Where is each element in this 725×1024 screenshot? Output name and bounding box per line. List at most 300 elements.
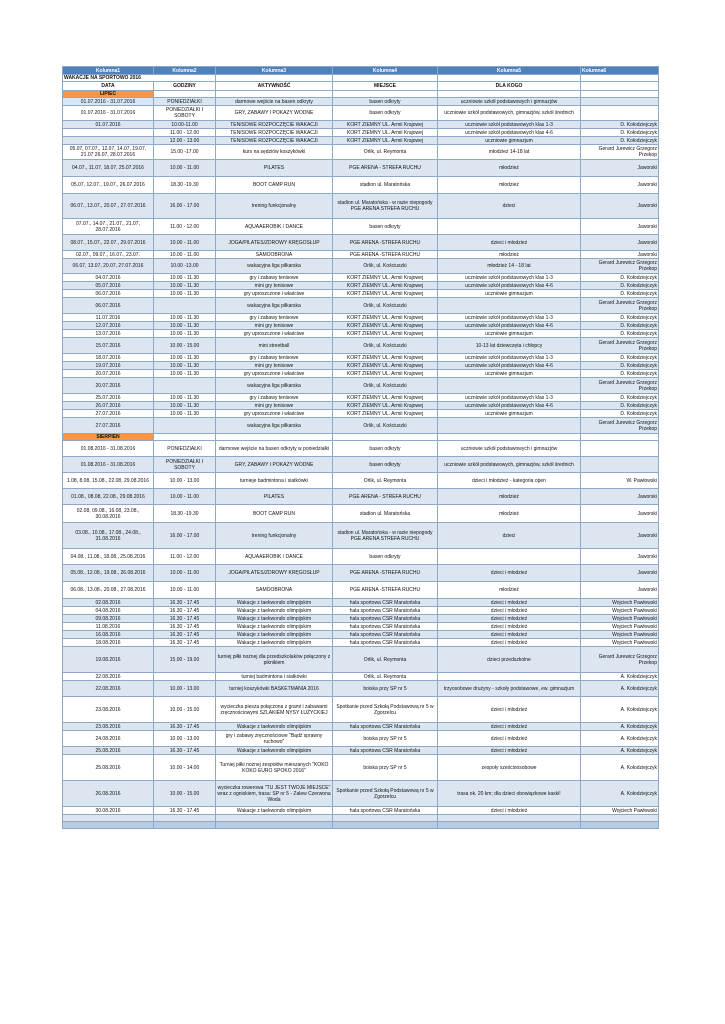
- activity-cell: Turniej piłki nożnej zespołów mieszanych "KOKO KOKO EURO SPOKO 2016": [216, 755, 333, 781]
- subheader-cell: GODZINY: [154, 82, 216, 91]
- hours-cell: 10.00 - 14.00: [154, 755, 216, 781]
- organizer-cell: D. Kołodziejczyk: [581, 314, 659, 322]
- activity-cell: AQUAAEROBIK / DANCE: [216, 219, 333, 235]
- hours-cell: 10.00 - 11.30: [154, 322, 216, 330]
- activity-cell: TENISOWE ROZPOCZĘCIE WAKACJI: [216, 121, 333, 129]
- audience-cell: dzieci i młodzież: [438, 235, 581, 251]
- hours-cell: 10.00 - 11.30: [154, 370, 216, 378]
- date-cell: 18.08.2016: [63, 639, 154, 647]
- hours-cell: 18.30 -19.30: [154, 177, 216, 194]
- table-row: [63, 322, 659, 330]
- empty-cell: [333, 822, 438, 829]
- organizer-cell: Jaworski: [581, 523, 659, 549]
- hours-cell: 10.00 - 15.00: [154, 338, 216, 354]
- organizer-cell: Jaworski: [581, 160, 659, 177]
- date-cell: [63, 137, 154, 145]
- place-cell: Orlik, ul. Reymonta: [333, 473, 438, 489]
- audience-cell: [438, 418, 581, 434]
- organizer-cell: D. Kołodziejczyk: [581, 394, 659, 402]
- organizer-cell: Wojciech Pawłowski: [581, 631, 659, 639]
- place-cell: hala sportowa CSR Maratońska: [333, 807, 438, 815]
- table-row: [63, 697, 659, 723]
- audience-cell: młodzież: [438, 582, 581, 599]
- hours-cell: 16.30 - 17.45: [154, 631, 216, 639]
- table-row: [63, 623, 659, 631]
- hours-cell: 16.30 - 17.45: [154, 723, 216, 731]
- organizer-cell: A. Kołodziejczyk: [581, 747, 659, 755]
- table-row: [63, 402, 659, 410]
- organizer-cell: Jaworski: [581, 549, 659, 565]
- place-cell: KORT ZIEMNY UL. Armii Krajowej: [333, 410, 438, 418]
- place-cell: basen odkryty: [333, 549, 438, 565]
- place-cell: basen odkryty: [333, 219, 438, 235]
- organizer-cell: D. Kołodziejczyk: [581, 121, 659, 129]
- date-cell: 11.07.2016: [63, 314, 154, 322]
- table-row: [63, 615, 659, 623]
- activity-cell: Wakacje z taekwondo olimpijskim: [216, 747, 333, 755]
- organizer-cell: D. Kołodziejczyk: [581, 370, 659, 378]
- place-cell: Orlik, ul. Kościuszki: [333, 378, 438, 394]
- table-row: [63, 378, 659, 394]
- audience-cell: uczniowie szkół podstawowych klas 1-3: [438, 274, 581, 282]
- table-row: [63, 394, 659, 402]
- table-row: [63, 747, 659, 755]
- organizer-cell: Jaworski: [581, 505, 659, 523]
- organizer-cell: A. Kołodziejczyk: [581, 723, 659, 731]
- hours-cell: 12.00 - 13.00: [154, 137, 216, 145]
- activity-cell: wakacyjna liga piłkarska: [216, 259, 333, 274]
- organizer-cell: D. Kołodziejczyk: [581, 274, 659, 282]
- date-cell: 26.08.2016: [63, 781, 154, 807]
- date-cell: 1.08, 8.08, 15.08., 22.08, 29.08.2016: [63, 473, 154, 489]
- place-cell: KORT ZIEMNY UL. Armii Krajowej: [333, 394, 438, 402]
- activity-cell: BOOT CAMP RUN: [216, 177, 333, 194]
- empty-cell: [333, 815, 438, 822]
- date-cell: 04.08.2016: [63, 607, 154, 615]
- place-cell: Spotkanie przed Szkołą Podstawową nr 5 w Zgorzelcu: [333, 781, 438, 807]
- place-cell: boiska przy SP nr 5: [333, 681, 438, 697]
- activity-cell: wycieczka piesza połączona z grami i zabawami zręcznościowymi SZLAKIEM NYSY ŁUŻYCKIEJ: [216, 697, 333, 723]
- organizer-cell: Wojciech Pawłowski: [581, 623, 659, 631]
- activity-cell: Wakacje z taekwondo olimpijskim: [216, 615, 333, 623]
- activity-cell: gry uproszczone i właściwe: [216, 330, 333, 338]
- organizer-cell: Gerard Jurewicz Grzegorz Przekop: [581, 298, 659, 314]
- organizer-cell: Wojciech Pawłowski: [581, 599, 659, 607]
- organizer-cell: Jaworski: [581, 219, 659, 235]
- audience-cell: trzyosobowe drużyny - szkoły podstawowe, ew. gimnazjum: [438, 681, 581, 697]
- place-cell: boiska przy SP nr 5: [333, 731, 438, 747]
- table-row: [63, 457, 659, 473]
- date-cell: 05.07, 07.07., 12.07, 14.07, 19.07, 21.07 26.07, 28.07.2016: [63, 145, 154, 160]
- organizer-cell: D. Kołodziejczyk: [581, 402, 659, 410]
- organizer-cell: Wojciech Pawłowski: [581, 607, 659, 615]
- hours-cell: 18.30 -19.30: [154, 505, 216, 523]
- date-cell: 02.08, 09.08., 16.08, 23.08., 30.08.2016: [63, 505, 154, 523]
- hours-cell: 15.00 - 19.00: [154, 647, 216, 673]
- activity-cell: SAMOOBRONA: [216, 251, 333, 259]
- organizer-cell: A. Kołodziejczyk: [581, 781, 659, 807]
- empty-cell: [333, 434, 438, 441]
- place-cell: KORT ZIEMNY UL. Armii Krajowej: [333, 354, 438, 362]
- column-header: Kolumna1: [63, 67, 154, 75]
- audience-cell: dzieci i młodzież: [438, 607, 581, 615]
- activity-cell: Wakacje z taekwondo olimpijskim: [216, 623, 333, 631]
- organizer-cell: A. Kołodziejczyk: [581, 697, 659, 723]
- date-cell: 15.07.2016: [63, 338, 154, 354]
- organizer-cell: [581, 457, 659, 473]
- place-cell: PGE ARENA - STREFA RUCHU: [333, 489, 438, 505]
- table-row: [63, 330, 659, 338]
- date-cell: 20.07.2016: [63, 370, 154, 378]
- organizer-cell: D. Kołodziejczyk: [581, 129, 659, 137]
- activity-cell: turniej koszykówki BASKETMANIA 2016: [216, 681, 333, 697]
- place-cell: hala sportowa CSR Maratońska: [333, 599, 438, 607]
- date-cell: 18.07.2016: [63, 354, 154, 362]
- activity-cell: AQUAAEROBIK / DANCE: [216, 549, 333, 565]
- activity-cell: gry i zabawy tenisowe: [216, 394, 333, 402]
- audience-cell: dzieci i młodzież - kategoria open: [438, 473, 581, 489]
- table-row: [63, 599, 659, 607]
- date-cell: 06.08., 13.08., 20.08., 27.08.2016: [63, 582, 154, 599]
- organizer-cell: Gerard Jurewicz Grzegorz Przekop: [581, 259, 659, 274]
- hours-cell: [154, 378, 216, 394]
- empty-cell: [581, 75, 659, 82]
- table-row: [63, 489, 659, 505]
- month-row: [63, 434, 659, 441]
- audience-cell: dzieci i młodzież: [438, 623, 581, 631]
- organizer-cell: Jaworski: [581, 177, 659, 194]
- audience-cell: młodzież: [438, 489, 581, 505]
- empty-cell: [216, 822, 333, 829]
- column-header: Kolumna4: [333, 67, 438, 75]
- table-row: [63, 129, 659, 137]
- audience-cell: [438, 549, 581, 565]
- audience-cell: uczniowie szkół podstawowych, gimnazjów, szkół średnich: [438, 457, 581, 473]
- audience-cell: dzieci i młodzież: [438, 807, 581, 815]
- place-cell: Orlik, ul. Kościuszki: [333, 259, 438, 274]
- date-cell: 07.07., 14.07., 21.07., 21.07, 28.07.2016: [63, 219, 154, 235]
- activity-cell: turnieje badmintona i siatkówki: [216, 473, 333, 489]
- audience-cell: uczniowie szkół podstawowych klas 4-6: [438, 322, 581, 330]
- table-row: [63, 298, 659, 314]
- organizer-cell: [581, 441, 659, 457]
- activity-cell: gry uproszczone i właściwe: [216, 410, 333, 418]
- hours-cell: 16.00 - 17.00: [154, 523, 216, 549]
- table-row: [63, 807, 659, 815]
- table-row: [63, 145, 659, 160]
- place-cell: basen odkryty: [333, 106, 438, 121]
- column-header: Kolumna6: [581, 67, 659, 75]
- activity-cell: darmowe wejście na basen odkryty: [216, 98, 333, 106]
- date-cell: 27.07.2016: [63, 418, 154, 434]
- hours-cell: PONIEDZIAŁKI I SOBOTY: [154, 106, 216, 121]
- audience-cell: dzieci i młodzież: [438, 723, 581, 731]
- date-cell: 22.08.2016: [63, 673, 154, 681]
- audience-cell: dzieci i młodzież: [438, 697, 581, 723]
- hours-cell: 10.00 - 11.00: [154, 251, 216, 259]
- date-cell: 01.08.2016 - 31.08.2016: [63, 441, 154, 457]
- place-cell: stadion ul. Maratońska - w razie niepogody PGE ARENA STREFA RUCHU: [333, 523, 438, 549]
- activity-cell: TENISOWE ROZPOCZĘCIE WAKACJI: [216, 129, 333, 137]
- table-row: [63, 549, 659, 565]
- subheader-cell: AKTYWNOŚĆ: [216, 82, 333, 91]
- place-cell: boiska przy SP nr 5: [333, 755, 438, 781]
- table-row: [63, 160, 659, 177]
- place-cell: Orlik, ul. Kościuszki: [333, 338, 438, 354]
- place-cell: basen odkryty: [333, 98, 438, 106]
- organizer-cell: Gerard Jurewicz Grzegorz Przekop: [581, 378, 659, 394]
- hours-cell: 10.00 - 11.00: [154, 235, 216, 251]
- date-cell: 19.07.2016: [63, 362, 154, 370]
- audience-cell: [438, 219, 581, 235]
- date-cell: 26.07.2016: [63, 402, 154, 410]
- activity-cell: TENISOWE ROZPOCZĘCIE WAKACJI: [216, 137, 333, 145]
- table-row: [63, 410, 659, 418]
- column-header: Kolumna2: [154, 67, 216, 75]
- place-cell: Spotkanie przed Szkołą Podstawową nr 5 w Zgorzelcu: [333, 697, 438, 723]
- sheet-title: WAKACJE NA SPORTOWO 2016: [63, 75, 216, 82]
- table-row: [63, 607, 659, 615]
- audience-cell: [438, 378, 581, 394]
- place-cell: PGE ARENA -STREFA RUCHU: [333, 235, 438, 251]
- place-cell: PGE ARENA - STREFA RUCHU: [333, 160, 438, 177]
- audience-cell: młodzież: [438, 160, 581, 177]
- place-cell: Orlik, ul. Kościuszki: [333, 298, 438, 314]
- audience-cell: trasa ok. 20 km; dla dzieci obowiązkowe kaski!: [438, 781, 581, 807]
- hours-cell: PONIEDZIAŁKI: [154, 441, 216, 457]
- empty-cell: [581, 434, 659, 441]
- organizer-cell: Wojciech Pawłowski: [581, 807, 659, 815]
- audience-cell: dzieci i młodzież: [438, 631, 581, 639]
- hours-cell: 10.00 - 13.00: [154, 473, 216, 489]
- organizer-cell: [581, 98, 659, 106]
- organizer-cell: A. Kołodziejczyk: [581, 681, 659, 697]
- empty-cell: [438, 75, 581, 82]
- hours-cell: 11.00 - 12.00: [154, 549, 216, 565]
- activity-cell: Wakacje z taekwondo olimpijskim: [216, 631, 333, 639]
- activity-cell: PILATES: [216, 160, 333, 177]
- column-header: Kolumna5: [438, 67, 581, 75]
- hours-cell: 10.00 - 15.00: [154, 697, 216, 723]
- month-row: [63, 91, 659, 98]
- empty-cell: [581, 815, 659, 822]
- audience-cell: uczniowie gimnazjum: [438, 410, 581, 418]
- organizer-cell: Wojciech Pawłowski: [581, 639, 659, 647]
- table-row: [63, 418, 659, 434]
- organizer-cell: A. Kołodziejczyk: [581, 755, 659, 781]
- hours-cell: 10.00 -13.00: [154, 259, 216, 274]
- table-row: [63, 582, 659, 599]
- audience-cell: uczniowie szkół podstawowych klas 1-3: [438, 354, 581, 362]
- date-cell: 08.07., 15.07., 22.07., 29.07.2016: [63, 235, 154, 251]
- place-cell: PGE ARENA -STREFA RUCHU: [333, 582, 438, 599]
- empty-cell: [216, 91, 333, 98]
- place-cell: basen odkryty: [333, 441, 438, 457]
- audience-cell: uczniowie szkół podstawowych klas 4-6: [438, 362, 581, 370]
- activity-cell: PILATES: [216, 489, 333, 505]
- place-cell: hala sportowa CSR Maratońska: [333, 607, 438, 615]
- place-cell: Orlik, ul. Reymonta: [333, 145, 438, 160]
- audience-cell: dzieci i młodzież: [438, 615, 581, 623]
- hours-cell: 10.00 - 11.00: [154, 160, 216, 177]
- place-cell: KORT ZIEMNY UL. Armii Krajowej: [333, 290, 438, 298]
- empty-cell: [333, 75, 438, 82]
- date-cell: 04.08., 11.08., 18.08., 25.08.2016: [63, 549, 154, 565]
- organizer-cell: D. Kołodziejczyk: [581, 362, 659, 370]
- table-row: [63, 177, 659, 194]
- table-row: [63, 219, 659, 235]
- hours-cell: 11.00 - 12.00: [154, 219, 216, 235]
- empty-cell: [63, 815, 154, 822]
- date-cell: 06.07, 13.07, 20.07, 27.07.2016: [63, 259, 154, 274]
- activity-cell: wakacyjna liga piłkarska: [216, 378, 333, 394]
- activity-cell: trening funkcjonalny: [216, 194, 333, 219]
- activity-cell: gry i zabawy tenisowe: [216, 354, 333, 362]
- blank-row: [63, 815, 659, 822]
- date-cell: 12.07.2016: [63, 322, 154, 330]
- audience-cell: uczniowie szkół podstawowych klas 4-6: [438, 282, 581, 290]
- organizer-cell: D. Kołodziejczyk: [581, 354, 659, 362]
- date-cell: 05.07, 12.07., 19.07., 26.07.2016: [63, 177, 154, 194]
- table-row: [63, 121, 659, 129]
- date-cell: 23.08.2016: [63, 697, 154, 723]
- date-cell: 20.07.2016: [63, 378, 154, 394]
- place-cell: stadion ul. Maratońska: [333, 177, 438, 194]
- empty-cell: [216, 815, 333, 822]
- hours-cell: 16.30 - 17.45: [154, 599, 216, 607]
- date-cell: 22.08.2016: [63, 681, 154, 697]
- audience-cell: dzieci i młodzież: [438, 747, 581, 755]
- table-row: [63, 274, 659, 282]
- table-row: [63, 647, 659, 673]
- hours-cell: 10.00 - 11.30: [154, 410, 216, 418]
- audience-cell: uczniowie szkół podstawowych klas 1-3: [438, 394, 581, 402]
- place-cell: KORT ZIEMNY UL. Armii Krajowej: [333, 362, 438, 370]
- table-row: [63, 755, 659, 781]
- organizer-cell: A. Kołodziejczyk: [581, 673, 659, 681]
- audience-cell: uczniowie szkół podstawowych i gimnazjów: [438, 441, 581, 457]
- organizer-cell: Jaworski: [581, 582, 659, 599]
- activity-cell: gry uproszczone i właściwe: [216, 290, 333, 298]
- audience-cell: dzieci i młodzież: [438, 731, 581, 747]
- hours-cell: 10.00 - 11.30: [154, 354, 216, 362]
- empty-cell: [438, 822, 581, 829]
- place-cell: Orlik, ul. Reymonta: [333, 647, 438, 673]
- hours-cell: 16.30 - 17.45: [154, 807, 216, 815]
- date-cell: 01.08.2016 - 31.08.2016: [63, 457, 154, 473]
- audience-cell: uczniowie szkół podstawowych, gimnazjów, szkół średnich: [438, 106, 581, 121]
- audience-cell: dzieci: [438, 523, 581, 549]
- date-cell: 05.08., 12.08., 19.08., 26.08.2016: [63, 565, 154, 582]
- organizer-cell: [581, 106, 659, 121]
- table-row: [63, 565, 659, 582]
- activity-cell: mini gry tenisowe: [216, 402, 333, 410]
- audience-cell: młodzież 14 - 18 lat: [438, 259, 581, 274]
- organizer-cell: Jaworski: [581, 251, 659, 259]
- empty-cell: [216, 434, 333, 441]
- activity-cell: kurs na sędziów koszykówki: [216, 145, 333, 160]
- date-cell: 24.08.2016: [63, 731, 154, 747]
- month-label: SIERPIEŃ: [63, 434, 154, 441]
- hours-cell: [154, 673, 216, 681]
- column-header: Kolumna3: [216, 67, 333, 75]
- table-row: [63, 681, 659, 697]
- table-row: [63, 639, 659, 647]
- empty-cell: [581, 822, 659, 829]
- hours-cell: 15.00 -17.00: [154, 145, 216, 160]
- organizer-cell: D. Kołodziejczyk: [581, 322, 659, 330]
- activity-cell: gry i zabawy tenisowe: [216, 274, 333, 282]
- audience-cell: dzieci: [438, 194, 581, 219]
- subheader-cell: MIEJSCE: [333, 82, 438, 91]
- subheader-cell: [581, 82, 659, 91]
- activity-cell: Wakacje z taekwondo olimpijskim: [216, 599, 333, 607]
- date-cell: 03.08., 10.08., 17.08., 24.08., 31.08.2016: [63, 523, 154, 549]
- audience-cell: młodzież: [438, 177, 581, 194]
- place-cell: PGE ARENA -STREFA RUCHU: [333, 251, 438, 259]
- hours-cell: 10.00-11.00: [154, 121, 216, 129]
- organizer-cell: D. Kołodziejczyk: [581, 410, 659, 418]
- activity-cell: JOGA/PILATES/ZDROWY KRĘGOSŁUP: [216, 235, 333, 251]
- audience-cell: uczniowie szkół podstawowych klas 1-3: [438, 314, 581, 322]
- table-row: [63, 137, 659, 145]
- hours-cell: PONIEDZIAŁKI I SOBOTY: [154, 457, 216, 473]
- empty-cell: [438, 434, 581, 441]
- month-label: LIPIEC: [63, 91, 154, 98]
- activity-cell: mini gry tenisowe: [216, 362, 333, 370]
- activity-cell: Wakacje z taekwondo olimpijskim: [216, 607, 333, 615]
- hours-cell: 10.00 - 11.30: [154, 362, 216, 370]
- audience-cell: uczniowie gimnazjum: [438, 137, 581, 145]
- organizer-cell: A. Kołodziejczyk: [581, 731, 659, 747]
- activity-cell: gry i zabawy zręcznościowe "Bądź sprawny ruchowo": [216, 731, 333, 747]
- hours-cell: 16.30 - 17.45: [154, 623, 216, 631]
- date-cell: 30.08.2016: [63, 807, 154, 815]
- subheader-cell: DATA: [63, 82, 154, 91]
- place-cell: hala sportowa CSR Maratońska: [333, 631, 438, 639]
- place-cell: KORT ZIEMNY UL. Armii Krajowej: [333, 330, 438, 338]
- activity-cell: Wakacje z taekwondo olimpijskim: [216, 807, 333, 815]
- hours-cell: 10.00 - 13.00: [154, 681, 216, 697]
- place-cell: KORT ZIEMNY UL. Armii Krajowej: [333, 314, 438, 322]
- hours-cell: 10.00 - 15.00: [154, 781, 216, 807]
- audience-cell: dzieci przedszkolne: [438, 647, 581, 673]
- organizer-cell: Jaworski: [581, 235, 659, 251]
- activity-cell: wakacyjna liga piłkarska: [216, 298, 333, 314]
- date-cell: 06.07.2016: [63, 290, 154, 298]
- date-cell: [63, 129, 154, 137]
- date-cell: 01.08., 08.08, 22.08., 29.08.2016: [63, 489, 154, 505]
- subheader-cell: DLA KOGO: [438, 82, 581, 91]
- subheader-row: [63, 82, 659, 91]
- schedule-table: [62, 66, 659, 829]
- audience-cell: uczniowie szkół podstawowych klas 4-6: [438, 402, 581, 410]
- organizer-cell: Gerard Jurewicz Grzegorz Przekop: [581, 418, 659, 434]
- empty-cell: [216, 75, 333, 82]
- hours-cell: 16.00 - 17.00: [154, 194, 216, 219]
- empty-cell: [154, 91, 216, 98]
- table-row: [63, 106, 659, 121]
- hours-cell: 16.30 - 17.45: [154, 607, 216, 615]
- table-row: [63, 673, 659, 681]
- organizer-cell: Jaworski: [581, 194, 659, 219]
- place-cell: KORT ZIEMNY UL. Armii Krajowej: [333, 282, 438, 290]
- date-cell: 27.07.2016: [63, 410, 154, 418]
- audience-cell: zespoły sześcioosobowe: [438, 755, 581, 781]
- activity-cell: GRY, ZABAWY I POKAZY WODNE: [216, 106, 333, 121]
- place-cell: hala sportowa CSR Maratońska: [333, 615, 438, 623]
- empty-cell: [333, 91, 438, 98]
